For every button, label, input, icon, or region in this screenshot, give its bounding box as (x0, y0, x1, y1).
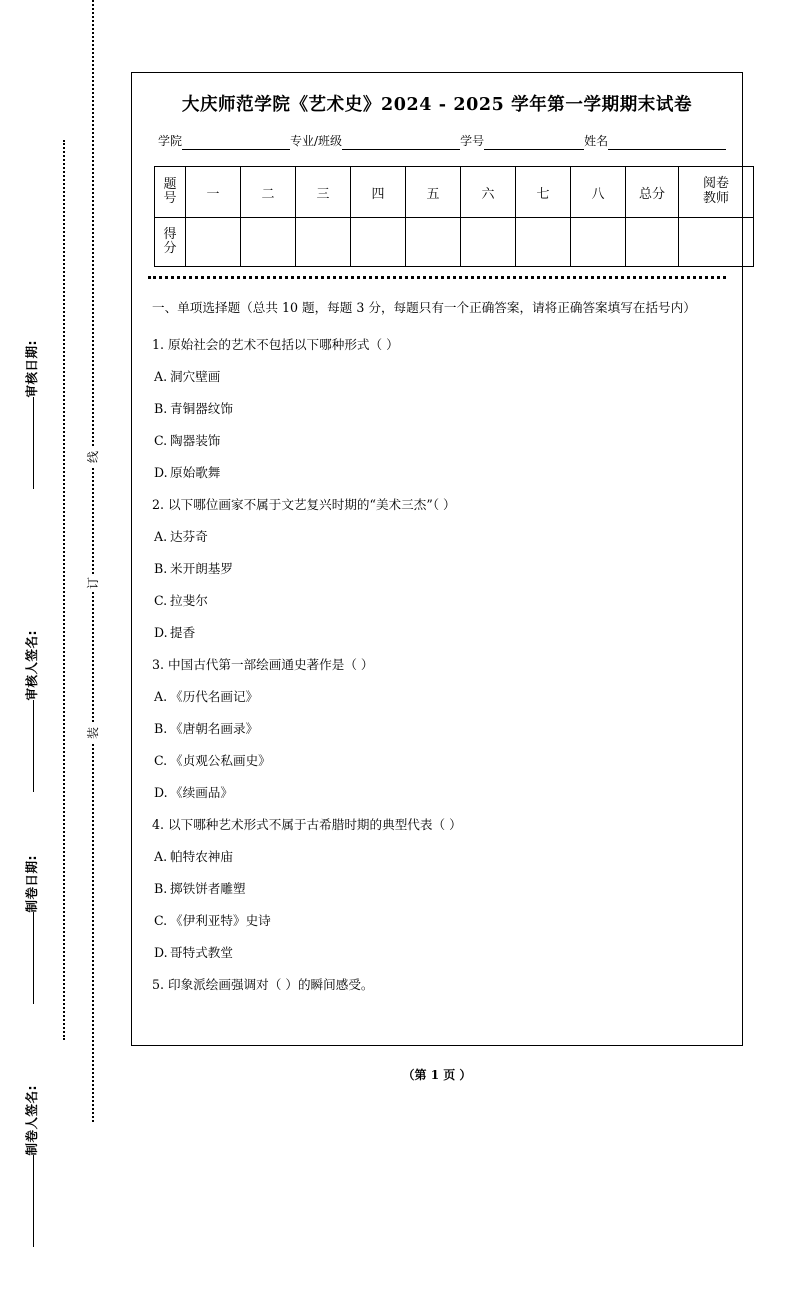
option-text: 帕特农神庙 (170, 849, 233, 864)
question-option[interactable] (152, 553, 722, 585)
page-footer (131, 1066, 743, 1083)
option-text: 洞穴壁画 (170, 369, 221, 384)
field-student-number-label: 学号 (460, 134, 485, 148)
producer-signature-blank[interactable] (33, 1156, 34, 1248)
page-title: 大庆师范学院《艺术史》2024 - 2025 学年第一学期期末试卷 (181, 95, 693, 115)
option-text: 《续画品》 (170, 785, 233, 800)
option-letter: A. (154, 689, 168, 704)
page-number-label: （第 1 页 ） (402, 1068, 472, 1082)
question-option[interactable] (152, 393, 722, 425)
option-text: 达芬奇 (170, 529, 208, 544)
identity-row (158, 132, 726, 150)
question-text: 原始社会的艺术不包括以下哪种形式（ ） (168, 337, 399, 352)
option-text: 青铜器纹饰 (170, 401, 233, 416)
option-letter: B. (154, 401, 168, 416)
field-name-label: 姓名 (584, 134, 609, 148)
dotted-divider (148, 276, 726, 279)
option-text: 《贞观公私画史》 (170, 753, 271, 768)
dotted-rule-inner (63, 140, 65, 1040)
grader-label (679, 167, 754, 218)
score-cell-5[interactable] (406, 218, 461, 267)
margin-label-reviewer-signature-text: 审核人签名: (24, 630, 39, 701)
option-letter: C. (154, 593, 168, 608)
option-text: 提香 (170, 625, 196, 640)
question-option[interactable] (152, 937, 722, 969)
option-text: 拉斐尔 (170, 593, 208, 608)
row-label-score-char1: 得 (163, 227, 177, 243)
student-number-input[interactable] (484, 136, 584, 150)
question-option[interactable] (152, 777, 722, 809)
score-cell-3[interactable] (296, 218, 351, 267)
question-number-5: 五 (406, 167, 461, 218)
question-text: 中国古代第一部绘画通史著作是（ ） (168, 657, 374, 672)
option-text: 掷铁饼者雕塑 (170, 881, 246, 896)
score-cell-8[interactable] (571, 218, 626, 267)
margin-label-review-date (22, 340, 40, 570)
option-letter: C. (154, 753, 168, 768)
question-number-1: 一 (186, 167, 241, 218)
question-option[interactable] (152, 841, 722, 873)
seam-char-bind: 订 (84, 574, 102, 592)
field-major-class (290, 132, 460, 150)
question-number: 1. (152, 337, 165, 352)
option-letter: A. (154, 849, 168, 864)
row-label-score-char2: 分 (163, 241, 177, 256)
score-cell-1[interactable] (186, 218, 241, 267)
row-label-question-number-char2: 号 (163, 191, 177, 206)
row-label-score (155, 218, 186, 267)
question-stem (152, 809, 722, 841)
exam-sheet (131, 72, 743, 1046)
option-letter: B. (154, 561, 168, 576)
option-letter: D. (154, 465, 168, 480)
margin-label-reviewer-signature (22, 630, 40, 860)
option-letter: A. (154, 369, 168, 384)
score-cell-total[interactable] (626, 218, 679, 267)
question-text: 以下哪位画家不属于文艺复兴时期的“美术三杰”（ ） (168, 497, 456, 512)
option-text: 哥特式教堂 (170, 945, 233, 960)
question-number-8: 八 (571, 167, 626, 218)
review-date-blank[interactable] (33, 398, 34, 490)
option-letter: D. (154, 785, 168, 800)
option-text: 陶器装饰 (170, 433, 221, 448)
margin-label-review-date-text: 审核日期: (24, 340, 39, 398)
option-letter: D. (154, 945, 168, 960)
score-cell-4[interactable] (351, 218, 406, 267)
name-input[interactable] (608, 136, 726, 150)
question-option[interactable] (152, 745, 722, 777)
field-college-label: 学院 (158, 134, 183, 148)
major-class-input[interactable] (342, 136, 460, 150)
question-option[interactable] (152, 681, 722, 713)
option-letter: A. (154, 529, 168, 544)
question-option[interactable] (152, 585, 722, 617)
option-text: 《历代名画记》 (170, 689, 259, 704)
option-letter: C. (154, 433, 168, 448)
question-number: 3. (152, 657, 165, 672)
question-number-3: 三 (296, 167, 351, 218)
row-label-question-number-char1: 题 (163, 177, 177, 193)
score-cell-2[interactable] (241, 218, 296, 267)
score-table (154, 166, 754, 267)
field-student-number (460, 132, 584, 150)
question-option[interactable] (152, 905, 722, 937)
question-number-7: 七 (516, 167, 571, 218)
score-cell-grader[interactable] (679, 218, 754, 267)
question-option[interactable] (152, 617, 722, 649)
section-heading: 一、单项选择题（总共 10 题，每题 3 分，每题只有一个正确答案，请将正确答案填写在括号内） (152, 300, 696, 315)
margin-label-producer-signature (22, 1085, 40, 1315)
question-stem (152, 969, 722, 1001)
question-number-6: 六 (461, 167, 516, 218)
field-name (584, 132, 726, 150)
option-text: 《伊利亚特》史诗 (170, 913, 271, 928)
question-number: 4. (152, 817, 165, 832)
grader-label-line1: 阅卷 (702, 176, 729, 192)
question-text: 印象派绘画强调对（ ）的瞬间感受。 (168, 977, 374, 992)
score-cell-6[interactable] (461, 218, 516, 267)
score-table-score-row (155, 218, 754, 267)
score-table-header-row (155, 167, 754, 218)
dotted-rule-seam (92, 0, 94, 1122)
margin-label-production-date (22, 855, 40, 1085)
margin-label-producer-signature-text: 制卷人签名: (24, 1085, 39, 1156)
college-input[interactable] (182, 136, 290, 150)
seam-char-fold: 装 (84, 724, 102, 742)
seam-char-line: 线 (84, 448, 102, 466)
option-letter: B. (154, 881, 168, 896)
total-score-label: 总分 (626, 167, 679, 218)
field-major-class-label: 专业/班级 (290, 134, 343, 148)
field-college (158, 132, 290, 150)
question-number-4: 四 (351, 167, 406, 218)
margin-label-production-date-text: 制卷日期: (24, 855, 39, 913)
question-text: 以下哪种艺术形式不属于古希腊时期的典型代表（ ） (168, 817, 462, 832)
production-date-blank[interactable] (33, 913, 34, 1005)
question-option[interactable] (152, 873, 722, 905)
left-margin-strip (0, 0, 128, 1156)
question-option[interactable] (152, 425, 722, 457)
option-letter: C. (154, 913, 168, 928)
question-number-2: 二 (241, 167, 296, 218)
question-option[interactable] (152, 713, 722, 745)
question-option[interactable] (152, 457, 722, 489)
reviewer-signature-blank[interactable] (33, 701, 34, 793)
option-text: 《唐朝名画录》 (170, 721, 259, 736)
question-number: 2. (152, 497, 165, 512)
score-cell-7[interactable] (516, 218, 571, 267)
score-table-wrapper (154, 166, 729, 267)
option-text: 原始歌舞 (170, 465, 221, 480)
grader-label-line2: 教师 (702, 191, 729, 206)
option-letter: B. (154, 721, 168, 736)
question-option[interactable] (152, 521, 722, 553)
question-stem (152, 489, 722, 521)
row-label-question-number (155, 167, 186, 218)
question-option[interactable] (152, 361, 722, 393)
question-stem (152, 329, 722, 361)
question-number: 5. (152, 977, 165, 992)
question-body (152, 295, 722, 1001)
option-letter: D. (154, 625, 168, 640)
question-stem (152, 649, 722, 681)
option-text: 米开朗基罗 (170, 561, 233, 576)
